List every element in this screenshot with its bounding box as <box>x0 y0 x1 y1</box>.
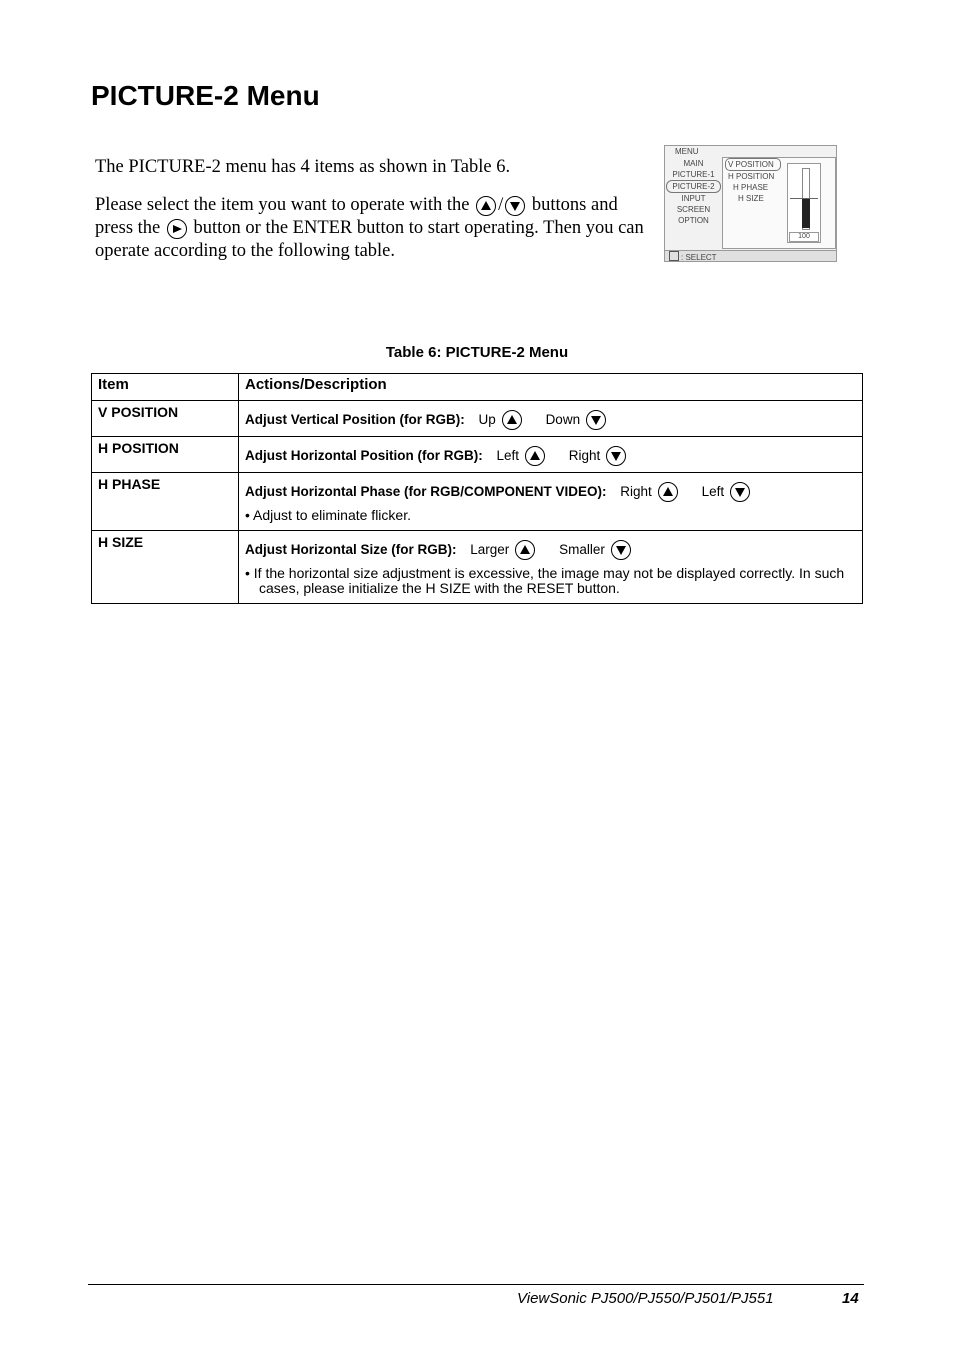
option-up-label: Right <box>620 483 652 499</box>
item-name: H SIZE <box>98 534 144 550</box>
table-header-item: Item <box>92 374 239 401</box>
footer-product-name: ViewSonic PJ500/PJ550/PJ501/PJ551 <box>517 1290 774 1307</box>
down-arrow-button-icon <box>730 482 750 502</box>
osd-footer-label: : SELECT <box>681 253 717 262</box>
table-caption: Table 6: PICTURE-2 Menu <box>385 344 569 361</box>
osd-menu-label: MENU <box>675 147 699 156</box>
intro-text <box>95 156 647 278</box>
action-note: • If the horizontal size adjustment is excessive, the image may not be displayed correctly. In such cases, please initialize the H SIZE with the RESET button. <box>245 565 845 596</box>
table-cell-action <box>239 401 863 437</box>
footer-divider <box>88 1284 864 1285</box>
up-arrow-button-icon <box>658 482 678 502</box>
table-row <box>92 473 863 531</box>
select-icon <box>669 251 679 261</box>
action-description: Adjust Horizontal Phase (for RGB/COMPONENT VIDEO): <box>245 483 607 499</box>
osd-slider-center-line <box>790 198 818 199</box>
option-up-label: Larger <box>470 541 510 557</box>
osd-menu-item: OPTION <box>678 216 709 225</box>
action-note: • Adjust to eliminate flicker. <box>245 507 411 523</box>
intro-text-a: Please select the item you want to operate with the <box>95 195 470 215</box>
osd-slider <box>787 163 821 243</box>
table-header-actions: Actions/Description <box>239 374 863 401</box>
item-name: H PHASE <box>98 476 161 492</box>
down-arrow-button-icon <box>586 410 606 430</box>
table-cell-item <box>92 473 239 531</box>
page-title: PICTURE-2 Menu <box>91 80 320 111</box>
osd-submenu-item: H PHASE <box>733 183 769 192</box>
intro-separator: / <box>498 195 504 215</box>
up-arrow-button-icon <box>476 196 496 216</box>
osd-menu-item-selected: PICTURE-2 <box>666 180 721 193</box>
page-number: 14 <box>842 1290 859 1307</box>
option-down-label: Right <box>568 447 601 463</box>
table-header-row <box>92 374 863 401</box>
osd-slider-fill <box>802 198 810 228</box>
item-name: H POSITION <box>98 440 179 456</box>
action-description: Adjust Horizontal Size (for RGB): <box>245 541 457 557</box>
option-up-label: Up <box>478 411 496 427</box>
action-description: Adjust Vertical Position (for RGB): <box>245 411 465 427</box>
action-description: Adjust Horizontal Position (for RGB): <box>245 447 483 463</box>
intro-paragraph-2 <box>95 194 647 263</box>
osd-submenu-item-selected: V POSITION <box>725 158 781 171</box>
osd-menu-item: INPUT <box>681 194 706 203</box>
intro-text-c: button or the ENTER button to start operating. Then you can operate according to the following table. <box>95 218 644 261</box>
item-name: V POSITION <box>98 404 179 420</box>
intro-text-b: buttons and press the <box>95 195 618 238</box>
table-cell-action <box>239 473 863 531</box>
osd-submenu <box>725 158 781 204</box>
table-row <box>92 531 863 604</box>
table-cell-item <box>92 437 239 473</box>
osd-submenu-item: H SIZE <box>738 194 764 203</box>
table-row <box>92 401 863 437</box>
table-cell-item <box>92 401 239 437</box>
table-cell-action <box>239 531 863 604</box>
picture2-menu-table <box>91 373 863 604</box>
option-down-label: Smaller <box>559 541 605 557</box>
table-row <box>92 437 863 473</box>
down-arrow-button-icon <box>505 196 525 216</box>
menu-screenshot <box>664 145 837 262</box>
action-line <box>245 446 856 466</box>
osd-slider-value: 100 <box>789 232 819 242</box>
intro-paragraph-1: The PICTURE-2 menu has 4 items as shown in Table 6. <box>95 157 511 177</box>
table-cell-action <box>239 437 863 473</box>
right-arrow-button-icon <box>167 219 187 239</box>
osd-menu-item: SCREEN <box>676 205 711 214</box>
action-line <box>245 482 856 502</box>
down-arrow-button-icon <box>606 446 626 466</box>
osd-menu-item: PICTURE-1 <box>672 170 715 179</box>
action-line <box>245 540 856 560</box>
option-down-label: Left <box>701 483 725 499</box>
option-up-label: Left <box>496 447 520 463</box>
action-line <box>245 410 856 430</box>
down-arrow-button-icon <box>611 540 631 560</box>
osd-main-menu <box>665 158 722 226</box>
table-cell-item <box>92 531 239 604</box>
osd-submenu-item: H POSITION <box>728 172 775 181</box>
osd-menu-item: MAIN <box>683 159 704 168</box>
up-arrow-button-icon <box>525 446 545 466</box>
option-down-label: Down <box>545 411 581 427</box>
osd-footer <box>665 250 836 261</box>
up-arrow-button-icon <box>515 540 535 560</box>
up-arrow-button-icon <box>502 410 522 430</box>
